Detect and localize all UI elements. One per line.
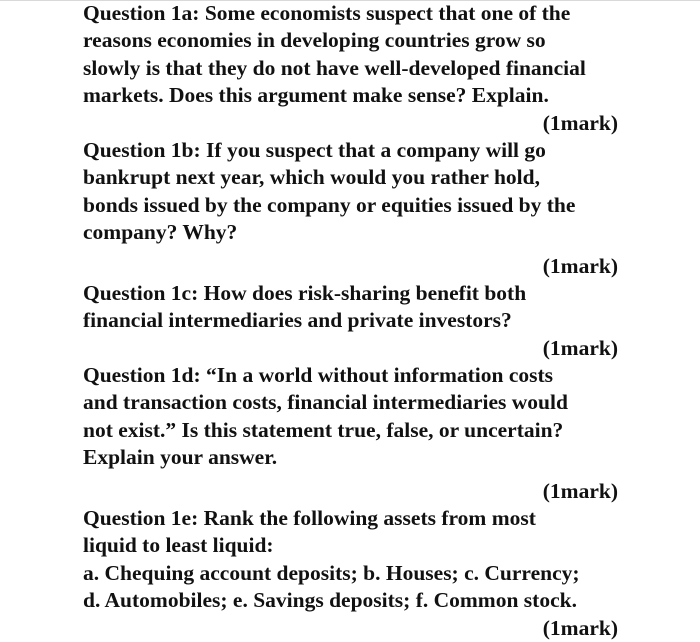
question-1e-line-1: Question 1e: Rank the following assets from most: [83, 506, 536, 531]
question-1d-line-2: and transaction costs, financial intermediaries would: [83, 390, 568, 415]
question-1c-line-2: financial intermediaries and private investors?: [83, 308, 512, 333]
question-1d-mark: (1mark): [542, 478, 618, 503]
question-1a: [83, 0, 618, 137]
question-1b-line-1: Question 1b: If you suspect that a company will go: [83, 137, 546, 162]
question-1e-line-4: d. Automobiles; e. Savings deposits; f. Common stock.: [83, 588, 577, 613]
question-1c-line-1: Question 1c: How does risk-sharing benefit both: [83, 280, 527, 305]
question-1b-line-3: bonds issued by the company or equities issued by the: [83, 192, 576, 217]
question-1a-line-1: Question 1a: Some economists suspect that one of the: [83, 1, 571, 25]
question-1d: [83, 362, 618, 505]
question-1d-line-4: Explain your answer.: [83, 445, 278, 470]
question-1e-line-3: a. Chequing account deposits; b. Houses; c. Currency;: [83, 560, 580, 585]
question-1b-line-4: company? Why?: [83, 220, 238, 245]
question-1a-mark: (1mark): [542, 110, 618, 135]
question-1e-mark: (1mark): [542, 615, 618, 640]
question-1b-line-2: bankrupt next year, which would you rather hold,: [83, 165, 540, 190]
question-1b-mark: (1mark): [542, 253, 618, 278]
question-1c: [83, 280, 618, 362]
question-1a-line-2: reasons economies in developing countries grow so: [83, 28, 546, 53]
question-1b: [83, 137, 618, 280]
question-1e: [83, 505, 618, 642]
question-1e-line-2: liquid to least liquid:: [83, 533, 274, 558]
question-1c-mark: (1mark): [542, 335, 618, 360]
question-1a-line-3: slowly is that they do not have well-developed financial: [83, 55, 586, 80]
question-1d-line-3: not exist.” Is this statement true, false, or uncertain?: [83, 417, 564, 442]
question-1d-line-1: Question 1d: “In a world without information costs: [83, 363, 554, 388]
question-1a-line-4: markets. Does this argument make sense? Explain.: [83, 83, 549, 108]
question-list: [83, 0, 618, 642]
